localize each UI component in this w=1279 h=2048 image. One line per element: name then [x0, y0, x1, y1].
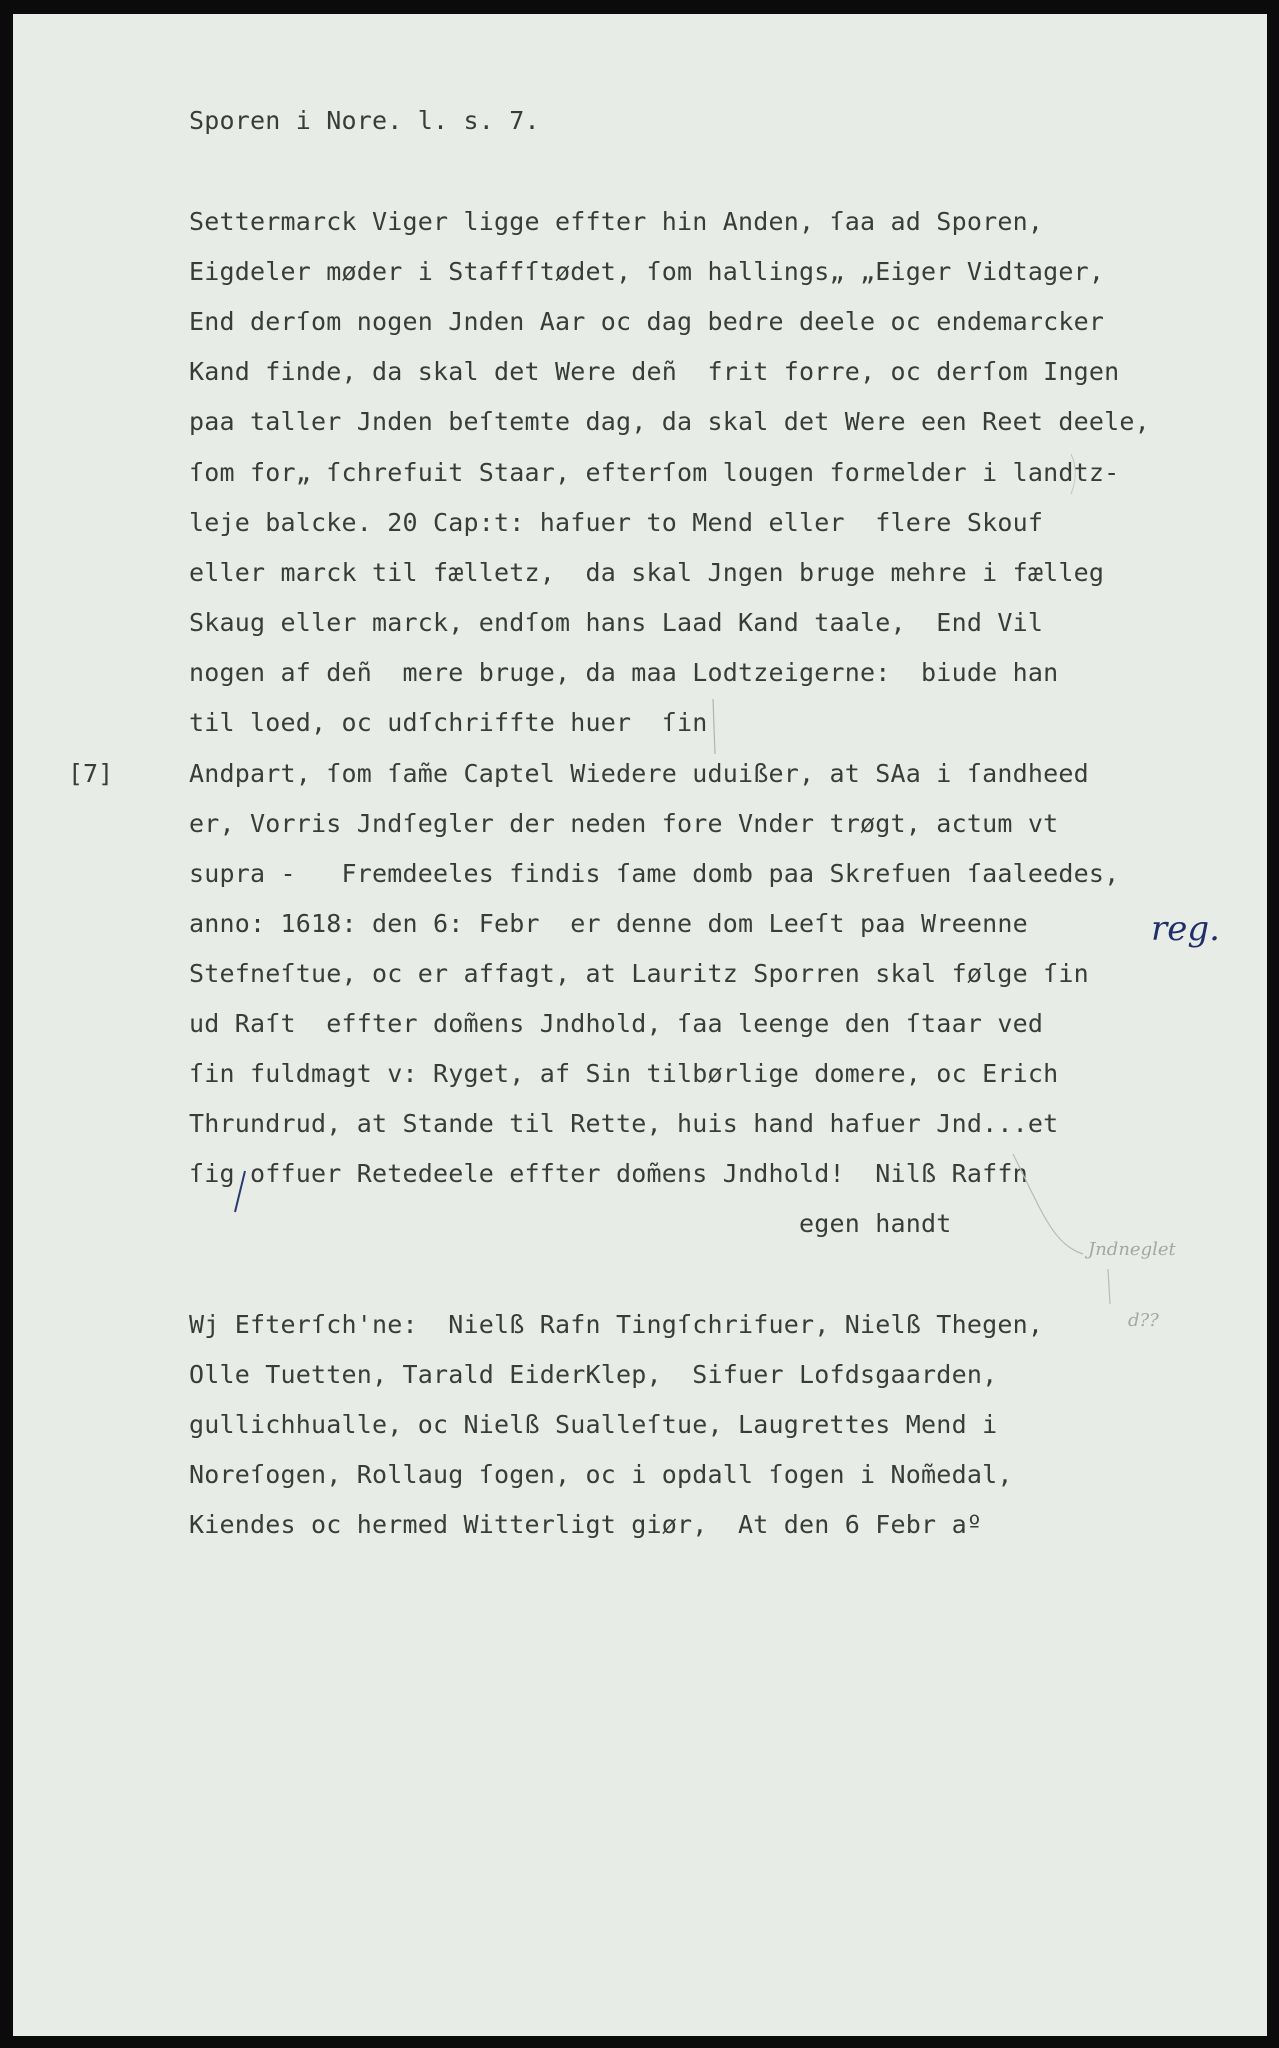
- text-line-4: Kand finde, da skal det Were deñ frit forre, oc derſom Ingen: [189, 357, 1120, 386]
- ink-correction-mark: [235, 1171, 245, 1212]
- text-line-21: egen handt: [189, 1209, 952, 1238]
- text-line-6: ſom for„ ſchrefuit Staar, efterſom lougen formelder i landtz-: [189, 458, 1120, 487]
- text-line-2: Eigdeler møder i Staffſtødet, ſom hallings„ „Eiger Vidtager,: [189, 257, 1105, 286]
- text-line-24: gullichhualle, oc Nielß Sualleſtue, Laugrettes Mend i: [189, 1410, 998, 1439]
- document-page: [13, 14, 1267, 2036]
- margin-note-reg: reg.: [1151, 909, 1220, 949]
- text-line-16: Stefneſtue, oc er affagt, at Lauritz Sporren skal følge ſin: [189, 959, 1089, 988]
- pencil-tick-mark: [1071, 454, 1075, 494]
- text-line-7: leje balcke. 20 Cap:t: hafuer to Mend eller flere Skouf: [189, 508, 1044, 537]
- pencil-curve-mark: [1013, 1154, 1083, 1254]
- text-line-25: Noreſogen, Rollaug ſogen, oc i opdall ſogen i Nom̃edal,: [189, 1460, 1013, 1489]
- text-line-23: Olle Tuetten, Tarald EiderKlep, Sifuer Lofdsgaarden,: [189, 1360, 998, 1389]
- text-line-19: Thrundrud, at Stande til Rette, huis hand hafuer Jnd...et: [189, 1109, 1059, 1138]
- pencil-marks: [13, 14, 1267, 2036]
- margin-page-number: [7]: [68, 759, 114, 788]
- text-line-12: Andpart, ſom ſam̃e Captel Wiedere uduißer, at SAa i ſandheed: [189, 759, 1089, 788]
- text-line-10: nogen af deñ mere bruge, da maa Lodtzeigerne: biude han: [189, 658, 1059, 687]
- text-line-9: Skaug eller marck, endſom hans Laad Kand taale, End Vil: [189, 608, 1044, 637]
- pencil-arrow-mark: [1108, 1269, 1110, 1304]
- pencil-note-2: d??: [1128, 1310, 1159, 1331]
- text-line-22: Wj Efterſch'ne: Nielß Rafn Tingſchrifuer, Nielß Thegen,: [189, 1310, 1044, 1339]
- text-line-5: paa taller Jnden beſtemte dag, da skal det Were een Reet deele,: [189, 407, 1150, 436]
- text-line-18: ſin fuldmagt v: Ryget, af Sin tilbørlige domere, oc Erich: [189, 1059, 1059, 1088]
- text-line-13: er, Vorris Jndſegler der neden fore Vnder trøgt, actum vt: [189, 809, 1059, 838]
- text-line-1: Settermarck Viger ligge effter hin Anden, ſaa ad Sporen,: [189, 207, 1044, 236]
- text-line-8: eller marck til fælletz, da skal Jngen bruge mehre i fælleg: [189, 558, 1105, 587]
- text-line-17: ud Raſt effter dom̃ens Jndhold, ſaa leenge den ſtaar ved: [189, 1009, 1044, 1038]
- pencil-note-1: Jndneglet: [1088, 1239, 1176, 1260]
- text-line-15: anno: 1618: den 6: Febr er denne dom Leeſt paa Wreenne: [189, 909, 1028, 938]
- page-header: Sporen i Nore. l. s. 7.: [189, 106, 540, 135]
- text-line-20: ſig offuer Retedeele effter dom̃ens Jndhold! Nilß Raffn: [189, 1159, 1028, 1188]
- pencil-divider-mark: [713, 699, 715, 754]
- text-line-11: til loed, oc udſchriffte huer ſin: [189, 708, 708, 737]
- text-line-3: End derſom nogen Jnden Aar oc dag bedre deele oc endemarcker: [189, 307, 1105, 336]
- text-line-14: supra - Fremdeeles findis ſame domb paa Skrefuen ſaaleedes,: [189, 859, 1120, 888]
- text-line-26: Kiendes oc hermed Witterligt giør, At den 6 Febr aº: [189, 1510, 983, 1539]
